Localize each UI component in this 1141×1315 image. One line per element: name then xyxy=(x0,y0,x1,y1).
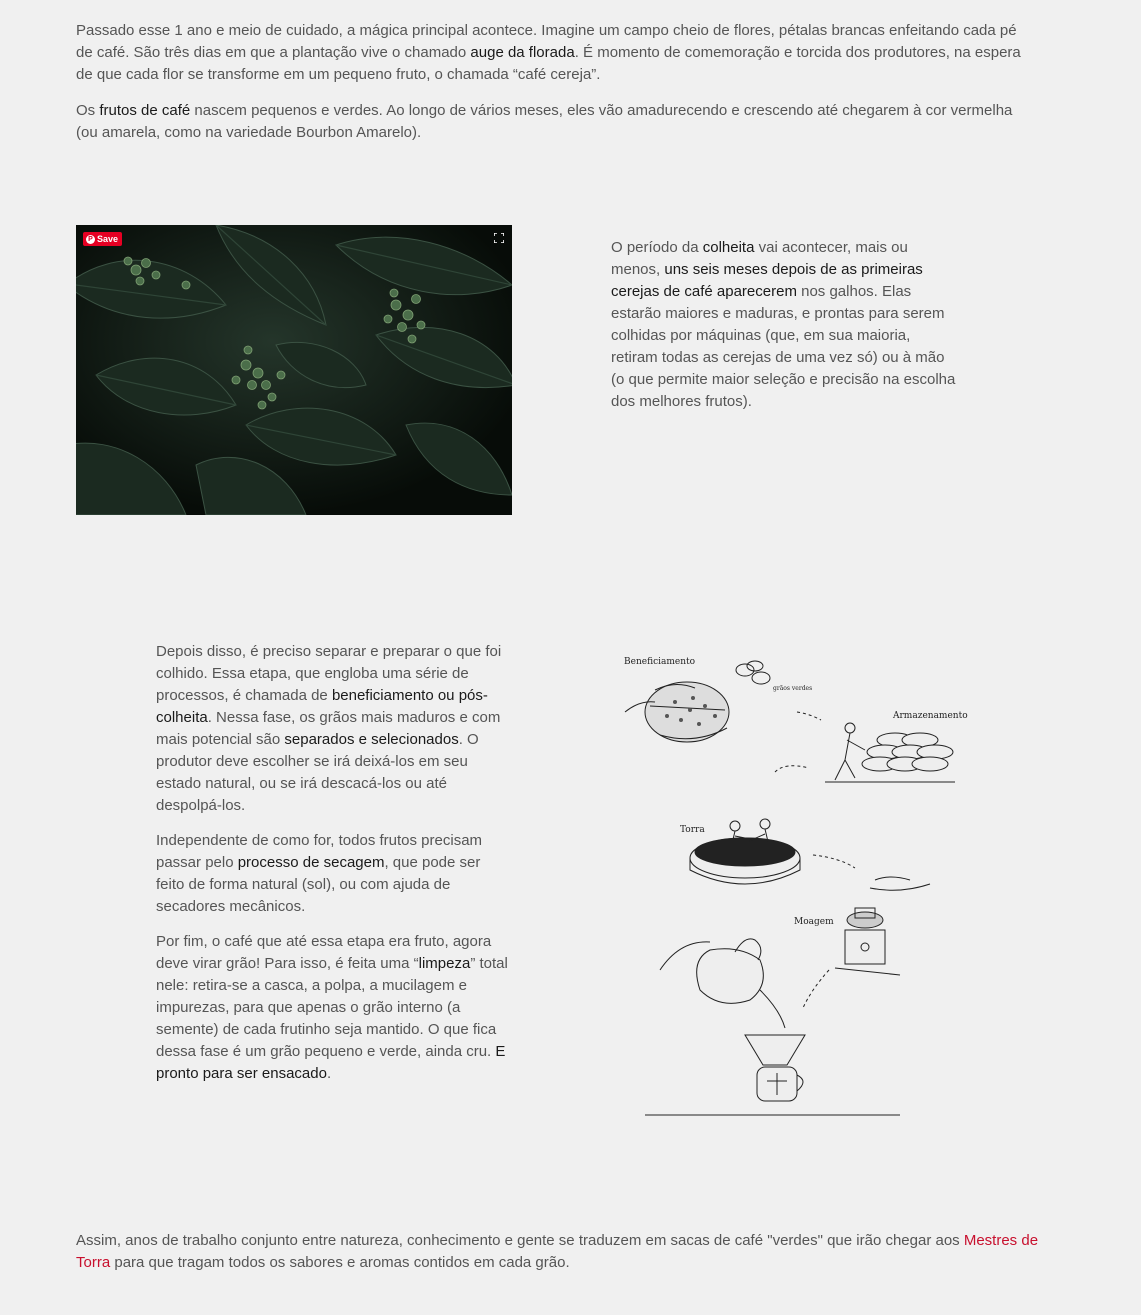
secagem-paragraph xyxy=(156,830,508,918)
highlight-frutos-de-cafe: frutos de café xyxy=(99,102,191,119)
limpeza-paragraph xyxy=(156,931,508,1085)
closing-paragraph xyxy=(76,1230,1046,1274)
label-torra: Torra xyxy=(680,825,705,835)
coffee-cherries-photo[interactable] xyxy=(76,225,512,515)
highlight-secagem: processo de secagem xyxy=(237,854,385,871)
highlight-colheita: colheita xyxy=(702,239,755,256)
intro-paragraph-florada xyxy=(76,20,1036,86)
text: Passado esse 1 ano e meio de cuidado, a mágica principal acontece. Imagine um campo cheio de flores, pétalas brancas enfeitando cada pé de café. São três dias em que a plantação vive o chamado xyxy=(76,22,1017,61)
text: . É momento de comemoração e torcida dos produtores, na espera de que cada flor se transforme em um pequeno fruto, o chamada “café cereja”. xyxy=(76,44,1021,83)
label-moagem: Moagem xyxy=(794,917,834,927)
text: Independente de como for, todos frutos precisam passar pelo xyxy=(156,832,483,871)
label-beneficiamento: Beneficiamento xyxy=(624,657,696,667)
text: . Nessa fase, os grãos mais maduros e com mais potencial são xyxy=(156,709,501,748)
text: nos galhos. Elas estarão maiores e maduras, e prontas para serem colhidas por máquinas (que, em sua maioria, retiram todas as cerejas de uma vez só) ou à mão (o que permite maior seleção e precisão na escolha dos melhores frutos). xyxy=(611,283,956,410)
highlight-auge-florada: auge da florada xyxy=(470,44,575,61)
expand-icon[interactable] xyxy=(494,233,504,243)
text: nascem pequenos e verdes. Ao longo de vários meses, eles vão amadurecendo e crescendo até chegarem à cor vermelha (ou amarela, como na variedade Bourbon Amarelo). xyxy=(76,102,1013,141)
pinterest-save-button[interactable] xyxy=(83,232,122,246)
save-label: Save xyxy=(97,234,119,244)
label-graos-verdes: grãos verdes xyxy=(773,685,813,692)
text: vai acontecer, mais ou menos, xyxy=(611,239,908,278)
coffee-process-illustration xyxy=(615,640,985,1120)
highlight-limpeza: limpeza xyxy=(418,955,471,972)
text: Por fim, o café que até essa etapa era fruto, agora deve virar grão! Para isso, é feita uma “ xyxy=(156,933,492,972)
label-armazenamento: Armazenamento xyxy=(893,711,968,721)
highlight-seis-meses: uns seis meses depois de as primeiras cerejas de café aparecerem xyxy=(611,261,923,300)
text: . O produtor deve escolher se irá deixá-los em seu estado natural, ou se irá descacá-los ou até despolpá-los. xyxy=(156,731,479,814)
processing-text-column xyxy=(156,641,508,1098)
text: , que pode ser feito de forma natural (sol), ou com ajuda de secadores mecânicos. xyxy=(156,854,481,915)
harvest-paragraph xyxy=(611,237,961,413)
highlight-separados: separados e selecionados xyxy=(284,731,459,748)
text: ” total nele: retira-se a casca, a polpa, a mucilagem e impurezas, para que apenas o grão interno (a semente) de cada frutinho seja mantido. O que fica dessa fase é um grão pequeno e verde, ainda cru. xyxy=(156,955,508,1060)
text: Assim, anos de trabalho conjunto entre natureza, conhecimento e gente se traduzem em sacas de café "verdes" que irão chegar aos xyxy=(76,1232,964,1249)
highlight-ensacado: E pronto para ser ensacado xyxy=(156,1043,506,1082)
mestres-de-torra-link[interactable]: Mestres de Torra xyxy=(76,1232,1039,1271)
intro-paragraph-frutos xyxy=(76,100,1036,144)
text: Depois disso, é preciso separar e preparar o que foi colhido. Essa etapa, que engloba uma série de processos, é chamada de xyxy=(156,643,502,704)
beneficiamento-paragraph xyxy=(156,641,508,817)
text: para que tragam todos os sabores e aromas contidos em cada grão. xyxy=(110,1254,570,1271)
text: Os xyxy=(76,102,100,119)
pinterest-icon: P xyxy=(86,235,95,244)
text: . xyxy=(326,1065,332,1082)
coffee-leaves-image xyxy=(76,225,512,515)
text: O período da xyxy=(611,239,703,256)
highlight-beneficiamento: beneficiamento ou pós-colheita xyxy=(156,687,488,726)
